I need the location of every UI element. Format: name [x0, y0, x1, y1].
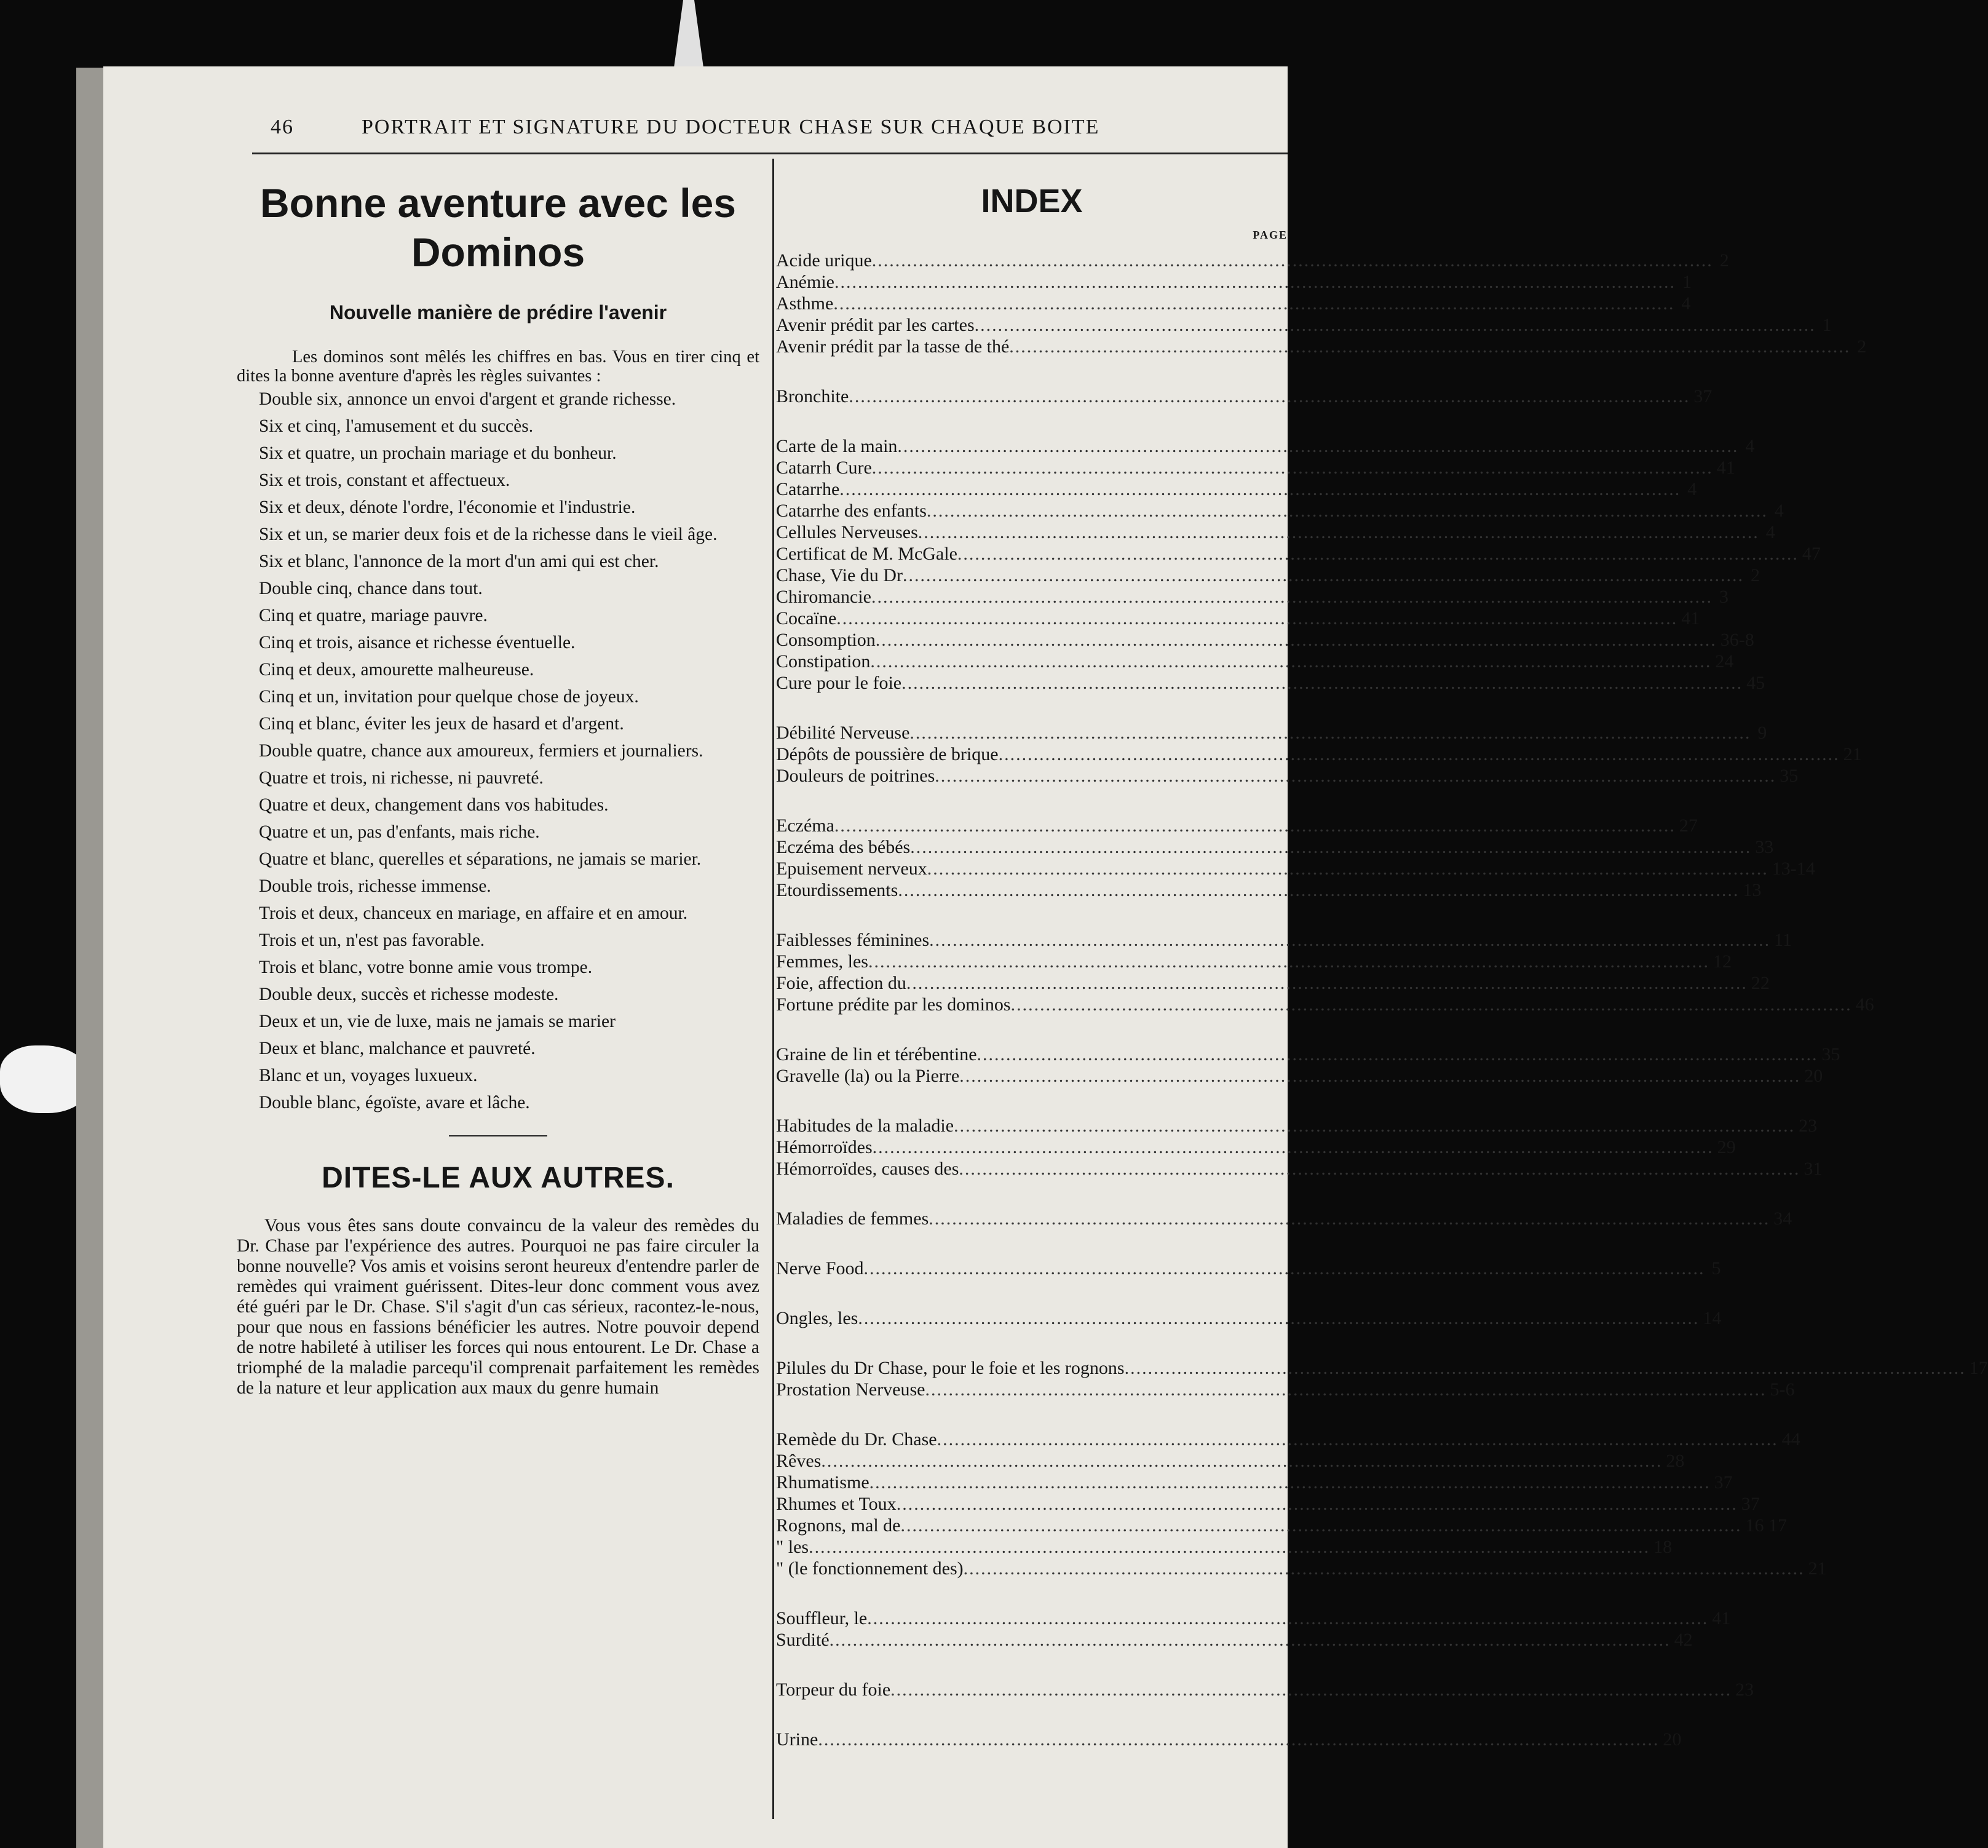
index-entry-label: Anémie — [776, 272, 834, 292]
index-leader-dots — [901, 673, 1743, 694]
index-entry — [776, 1208, 1792, 1230]
index-group — [776, 930, 1874, 1016]
index-entry-label: Certificat de M. McGale — [776, 544, 957, 564]
index-leader-dots — [897, 1494, 1738, 1515]
article-title — [237, 178, 759, 277]
index-entry — [776, 544, 1821, 565]
index-entry-label: Consomption — [776, 630, 876, 650]
index-entry-label: Habitudes de la maladie — [776, 1116, 954, 1136]
index-leader-dots — [821, 1451, 1662, 1472]
index-entry-page: 18 — [1653, 1537, 1673, 1557]
index-entry-page: 27 — [1679, 815, 1698, 836]
index-entry-page: 9 — [1757, 723, 1767, 743]
left-column — [237, 178, 759, 1398]
index-entry — [776, 1429, 1800, 1451]
index-leader-dots — [901, 1515, 1742, 1536]
article-title-line2: Dominos — [411, 229, 585, 275]
index-entry-label: Carte de la main — [776, 436, 898, 456]
index-entry-label: Avenir prédit par les cartes — [776, 315, 975, 335]
index-leader-dots — [1125, 1358, 1966, 1379]
section-separator — [449, 1135, 547, 1136]
index-group — [776, 250, 1867, 358]
index-entry-page: 13-14 — [1772, 859, 1815, 879]
index-leader-dots — [1011, 994, 1852, 1015]
index-entry-page: 1 — [1822, 315, 1832, 335]
index-entry — [776, 766, 1799, 787]
index-entry — [776, 723, 1767, 744]
index-entry — [776, 673, 1765, 694]
index-entry — [776, 1258, 1721, 1280]
index-entry-label: Graine de lin et térébentine — [776, 1044, 977, 1065]
page-binding-edge — [76, 68, 105, 1848]
index-entry — [776, 1308, 1722, 1330]
domino-rule: Cinq et blanc, éviter les jeux de hasard et d'argent. — [259, 714, 624, 734]
index-entry — [776, 1608, 1731, 1630]
index-leader-dots — [872, 458, 1713, 478]
domino-rule: Double trois, richesse immense. — [259, 876, 491, 896]
index-entry-label: Maladies de femmes — [776, 1208, 929, 1229]
index-leader-dots — [929, 1208, 1770, 1229]
index-entry — [776, 1679, 1754, 1701]
domino-rule: Double blanc, égoïste, avare et lâche. — [259, 1093, 530, 1112]
index-entry-page: 2 — [1750, 565, 1760, 585]
domino-rule: Double cinq, chance dans tout. — [259, 579, 483, 598]
index-group — [776, 1729, 1682, 1751]
index-entry — [776, 1515, 1787, 1537]
index-entry-label: Chase, Vie du Dr — [776, 565, 903, 585]
index-leader-dots — [935, 766, 1776, 787]
index-entry-label: Torpeur du foie — [776, 1679, 891, 1700]
index-entry-label: Catarrhe — [776, 479, 840, 499]
index-entry-page: 4 — [1681, 293, 1691, 314]
index-entry — [776, 994, 1874, 1016]
article-intro: Les dominos sont mêlés les chiffres en bas. Vous en tirer cinq et dites la bonne aventure d'après les règles suivantes : — [237, 347, 759, 386]
index-leader-dots — [918, 522, 1759, 543]
index-entry-label: Surdité — [776, 1630, 830, 1650]
index-entry-label: Rhumes et Toux — [776, 1494, 897, 1514]
index-entry — [776, 630, 1754, 651]
index-entry-label: " (le fonctionnement des) — [776, 1558, 964, 1579]
domino-rule: Quatre et trois, ni richesse, ni pauvreté. — [259, 768, 544, 788]
index-title: INDEX — [981, 183, 1083, 220]
index-entry — [776, 386, 1713, 408]
index-entry-page: 42 — [1674, 1630, 1693, 1650]
domino-rule: Trois et deux, chanceux en mariage, en affaire et en amour. — [259, 903, 688, 923]
index-entry-page: 46 — [1855, 994, 1874, 1015]
domino-rule: Six et un, se marier deux fois et de la richesse dans le vieil âge. — [259, 525, 718, 544]
domino-rule: Cinq et un, invitation pour quelque chose de joyeux. — [259, 687, 639, 707]
index-leader-dots — [863, 1258, 1705, 1279]
index-entry-page: 2 — [1857, 336, 1867, 357]
index-entry — [776, 1044, 1840, 1066]
domino-rule: Cinq et deux, amourette malheureuse. — [259, 660, 534, 680]
index-entry-page: 34 — [1773, 1208, 1792, 1229]
index-entry-label: " les — [776, 1537, 809, 1557]
index-entry-label: Cellules Nerveuses — [776, 522, 918, 542]
index-entry — [776, 859, 1815, 880]
index-entry-label: Ongles, les — [776, 1308, 858, 1328]
index-leader-dots — [957, 544, 1799, 565]
index-entry-page: 36-8 — [1720, 630, 1754, 650]
index-entry-page: 4 — [1687, 479, 1697, 499]
index-entry-page: 17 — [1969, 1358, 1988, 1378]
index-leader-dots — [839, 479, 1681, 500]
index-entry — [776, 522, 1775, 544]
index-entry — [776, 744, 1862, 766]
index-leader-dots — [809, 1537, 1650, 1558]
index-entry-page: 35 — [1821, 1044, 1840, 1065]
index-leader-dots — [927, 501, 1768, 521]
index-entry-label: Rêves — [776, 1451, 822, 1471]
index-entry-page: 21 — [1808, 1558, 1827, 1579]
index-leader-dots — [1009, 336, 1850, 357]
index-entry — [776, 1558, 1827, 1580]
index-entry — [776, 315, 1832, 336]
index-group — [776, 1044, 1840, 1087]
index-leader-dots — [869, 1472, 1711, 1493]
index-entry — [776, 1358, 1988, 1379]
index-entry-page: 2 — [1719, 250, 1729, 271]
domino-rule: Quatre et deux, changement dans vos habitudes. — [259, 795, 609, 815]
index-entry-label: Pilules du Dr Chase, pour le foie et les rognons — [776, 1358, 1125, 1378]
index-leader-dots — [890, 1679, 1732, 1700]
index-leader-dots — [903, 565, 1744, 586]
index-entry-page: 35 — [1780, 766, 1799, 786]
index-entry-page: 37 — [1741, 1494, 1760, 1514]
index-leader-dots — [897, 436, 1738, 457]
index-entry — [776, 1729, 1682, 1751]
index-leader-dots — [964, 1558, 1805, 1579]
index-entry-page: 37 — [1714, 1472, 1733, 1493]
domino-rule: Trois et un, n'est pas favorable. — [259, 930, 485, 950]
domino-rule: Double quatre, chance aux amoureux, fermiers et journaliers. — [259, 741, 703, 761]
index-leader-dots — [954, 1116, 1795, 1136]
index-group — [776, 1429, 1827, 1580]
index-group — [776, 1608, 1731, 1651]
domino-rule: Double six, annonce un envoi d'argent et grande richesse. — [259, 389, 676, 409]
index-page-label: PAGE — [1253, 229, 1288, 241]
domino-rules-list — [237, 389, 759, 1113]
index-leader-dots — [906, 973, 1748, 994]
index-leader-dots — [858, 1308, 1699, 1329]
index-entry — [776, 837, 1774, 859]
index-entry — [776, 1494, 1760, 1515]
index-leader-dots — [937, 1429, 1778, 1450]
running-title: PORTRAIT ET SIGNATURE DU DOCTEUR CHASE SUR CHAQUE BOITE — [362, 116, 1100, 138]
index-entry-page: 23 — [1735, 1679, 1754, 1700]
index-entry-label: Prostation Nerveuse — [776, 1379, 925, 1400]
index-entry — [776, 815, 1698, 837]
index-leader-dots — [834, 815, 1676, 836]
index-leader-dots — [876, 630, 1717, 651]
index-entry-label: Catarrh Cure — [776, 458, 872, 478]
index-entry-label: Eczéma des bébés — [776, 837, 911, 857]
index-leader-dots — [910, 837, 1751, 858]
index-entry — [776, 651, 1734, 673]
index-entry — [776, 436, 1755, 458]
index-entry-label: Dépôts de poussière de brique — [776, 744, 999, 764]
index-leader-dots — [977, 1044, 1818, 1065]
domino-rule: Trois et blanc, votre bonne amie vous trompe. — [259, 958, 593, 977]
index-group — [776, 436, 1821, 694]
index-entry-page: 41 — [1681, 608, 1700, 629]
index-entry — [776, 1159, 1823, 1180]
index-group — [776, 723, 1862, 787]
index-entry — [776, 250, 1729, 272]
index-entry-label: Bronchite — [776, 386, 849, 406]
index-leader-dots — [909, 723, 1751, 744]
index-entry-page: 4 — [1765, 522, 1775, 542]
index-entry-page: 44 — [1781, 1429, 1800, 1449]
index-leader-dots — [959, 1159, 1800, 1180]
index-entry-label: Remède du Dr. Chase — [776, 1429, 937, 1449]
index-leader-dots — [836, 608, 1677, 629]
index-entry-label: Epuisement nerveux — [776, 859, 927, 879]
index-leader-dots — [999, 744, 1840, 765]
index-leader-dots — [834, 272, 1676, 293]
index-entry-label: Rognons, mal de — [776, 1515, 901, 1536]
index-entry-label: Fortune prédite par les dominos — [776, 994, 1011, 1015]
index-entry — [776, 930, 1792, 951]
index-entry-label: Urine — [776, 1729, 818, 1750]
index-entry-page: 11 — [1774, 930, 1792, 950]
index-entry — [776, 880, 1762, 902]
running-header — [148, 116, 1288, 145]
index-entry-label: Avenir prédit par la tasse de thé — [776, 336, 1010, 357]
index-leader-dots — [925, 1379, 1766, 1400]
index-leader-dots — [872, 250, 1713, 271]
index-entry — [776, 565, 1760, 587]
index-entry — [776, 973, 1770, 994]
index-entry — [776, 1537, 1673, 1558]
index-entry — [776, 1472, 1733, 1494]
index-entry-page: 4 — [1745, 436, 1755, 456]
index-entry — [776, 1116, 1818, 1137]
index-entry-page: 20 — [1804, 1066, 1823, 1086]
domino-rule: Six et cinq, l'amusement et du succès. — [259, 416, 534, 436]
index-entry-page: 47 — [1802, 544, 1821, 564]
index-entry — [776, 272, 1692, 293]
index-group — [776, 1208, 1792, 1230]
index-group — [776, 1358, 1988, 1401]
index-entry — [776, 1066, 1823, 1087]
domino-rule: Deux et un, vie de luxe, mais ne jamais se marier — [259, 1012, 616, 1031]
index-entry-page: 23 — [1799, 1116, 1818, 1136]
index-group — [776, 815, 1815, 902]
index-leader-dots — [867, 1608, 1708, 1629]
index-entry — [776, 1137, 1736, 1159]
index-entry-page: 22 — [1751, 973, 1770, 993]
index-leader-dots — [929, 930, 1770, 951]
header-rule — [252, 153, 1288, 154]
domino-rule: Quatre et blanc, querelles et séparations, ne jamais se marier. — [259, 849, 702, 869]
index-leader-dots — [818, 1729, 1659, 1750]
index-group — [776, 386, 1713, 408]
paper-tab — [670, 0, 707, 68]
index-entry-page: 41 — [1712, 1608, 1731, 1628]
index-entry-label: Douleurs de poitrines — [776, 766, 935, 786]
index-entry — [776, 1379, 1795, 1401]
index-entry — [776, 587, 1729, 608]
index-leader-dots — [898, 880, 1739, 901]
index-entry-label: Gravelle (la) ou la Pierre — [776, 1066, 960, 1086]
index-group — [776, 1308, 1722, 1330]
index-group — [776, 1258, 1721, 1280]
article-title-line1: Bonne aventure avec les — [259, 180, 737, 226]
notice-title: DITES-LE AUX AUTRES. — [322, 1162, 675, 1194]
page-number: 46 — [271, 116, 294, 138]
index-entry — [776, 1451, 1685, 1472]
index-groups — [776, 250, 1988, 1751]
index-entry — [776, 501, 1784, 522]
index-entry-page: 41 — [1716, 458, 1735, 478]
index-entry-label: Acide urique — [776, 250, 872, 271]
domino-rule: Six et quatre, un prochain mariage et du bonheur. — [259, 443, 617, 463]
index-entry — [776, 458, 1735, 479]
index-entry-label: Cocaïne — [776, 608, 837, 629]
domino-rule: Blanc et un, voyages luxueux. — [259, 1066, 478, 1085]
index-entry-page: 13 — [1743, 880, 1762, 900]
index-entry-label: Faiblesses féminines — [776, 930, 930, 950]
index-leader-dots — [873, 1137, 1714, 1158]
column-divider — [772, 159, 774, 1819]
index-entry-label: Femmes, les — [776, 951, 868, 972]
domino-rule: Quatre et un, pas d'enfants, mais riche. — [259, 822, 540, 842]
index-entry-label: Hémorroïdes — [776, 1137, 873, 1157]
index-leader-dots — [830, 1630, 1671, 1651]
index-leader-dots — [871, 587, 1713, 608]
domino-rule: Deux et blanc, malchance et pauvreté. — [259, 1039, 536, 1058]
domino-rule: Cinq et trois, aisance et richesse éventuelle. — [259, 633, 576, 652]
index-entry-label: Etourdissements — [776, 880, 898, 900]
index-entry-page: 16 17 — [1745, 1515, 1787, 1536]
index-entry-page: 4 — [1774, 501, 1784, 521]
index-entry — [776, 479, 1697, 501]
index-entry-label: Souffleur, le — [776, 1608, 868, 1628]
index-group — [776, 1679, 1754, 1701]
index-leader-dots — [975, 315, 1816, 336]
index-entry-label: Foie, affection du — [776, 973, 906, 993]
index-entry-page: 5 — [1711, 1258, 1721, 1279]
index-entry — [776, 951, 1732, 973]
index-leader-dots — [959, 1066, 1800, 1087]
index-entry-label: Hémorroïdes, causes des — [776, 1159, 959, 1179]
index-entry-label: Catarrhe des enfants — [776, 501, 927, 521]
index-entry-page: 12 — [1713, 951, 1732, 972]
index-entry-page: 1 — [1682, 272, 1692, 292]
index-column — [776, 178, 1988, 1779]
index-leader-dots — [849, 386, 1690, 407]
index-leader-dots — [927, 859, 1768, 879]
index-entry-page: 14 — [1703, 1308, 1722, 1328]
index-entry-label: Asthme — [776, 293, 834, 314]
index-entry-page: 24 — [1715, 651, 1734, 672]
index-entry-page: 33 — [1755, 837, 1774, 857]
index-group — [776, 1116, 1823, 1180]
index-entry-page: 20 — [1663, 1729, 1682, 1750]
domino-rule: Cinq et quatre, mariage pauvre. — [259, 606, 488, 625]
index-entry-page: 31 — [1804, 1159, 1823, 1179]
domino-rule: Six et deux, dénote l'ordre, l'économie et l'industrie. — [259, 498, 636, 517]
index-entry-page: 28 — [1666, 1451, 1685, 1471]
index-entry-page: 45 — [1746, 673, 1765, 693]
domino-rule: Double deux, succès et richesse modeste. — [259, 985, 559, 1004]
index-entry-label: Constipation — [776, 651, 871, 672]
index-entry-page: 37 — [1693, 386, 1713, 406]
index-entry-page: 3 — [1719, 587, 1729, 607]
index-entry-page: 5-6 — [1770, 1379, 1795, 1400]
index-entry — [776, 336, 1867, 358]
domino-rule: Six et trois, constant et affectueux. — [259, 470, 510, 490]
index-entry-label: Nerve Food — [776, 1258, 864, 1279]
index-leader-dots — [870, 651, 1711, 672]
index-entry — [776, 293, 1691, 315]
index-entry-label: Eczéma — [776, 815, 834, 836]
index-entry-label: Rhumatisme — [776, 1472, 869, 1493]
domino-rule: Six et blanc, l'annonce de la mort d'un ami qui est cher. — [259, 552, 659, 571]
index-entry — [776, 608, 1700, 630]
index-leader-dots — [868, 951, 1709, 972]
index-entry-label: Chiromancie — [776, 587, 871, 607]
notice-body: Vous vous êtes sans doute convaincu de la valeur des remèdes du Dr. Chase par l'expérience des autres. Pourquoi ne pas faire circuler la bonne nouvelle? Vos amis et voisins seront heureux d'entendre parler de remèdes qui vraiment guérissent. Dites-leur donc comment vous avez été guéri par le Dr. Chase. S'il s'agit d'un cas sérieux, racontez-le-nous, pour que nous en fassions bénéficier les autres. Notre pouvoir depend de notre habileté à utiliser les forces qui nous entourent. Le Dr. Chase a triomphé de la maladie parcequ'il comprenait parfaitement les remèdes de la nature et leur application aux maux du genre humain — [237, 1216, 759, 1398]
index-entry-label: Débilité Nerveuse — [776, 723, 910, 743]
index-entry — [776, 1630, 1693, 1651]
index-leader-dots — [833, 293, 1674, 314]
index-entry-page: 21 — [1843, 744, 1862, 764]
index-entry-label: Cure pour le foie — [776, 673, 902, 693]
index-entry-page: 29 — [1717, 1137, 1736, 1157]
article-subtitle: Nouvelle manière de prédire l'avenir — [329, 301, 667, 323]
